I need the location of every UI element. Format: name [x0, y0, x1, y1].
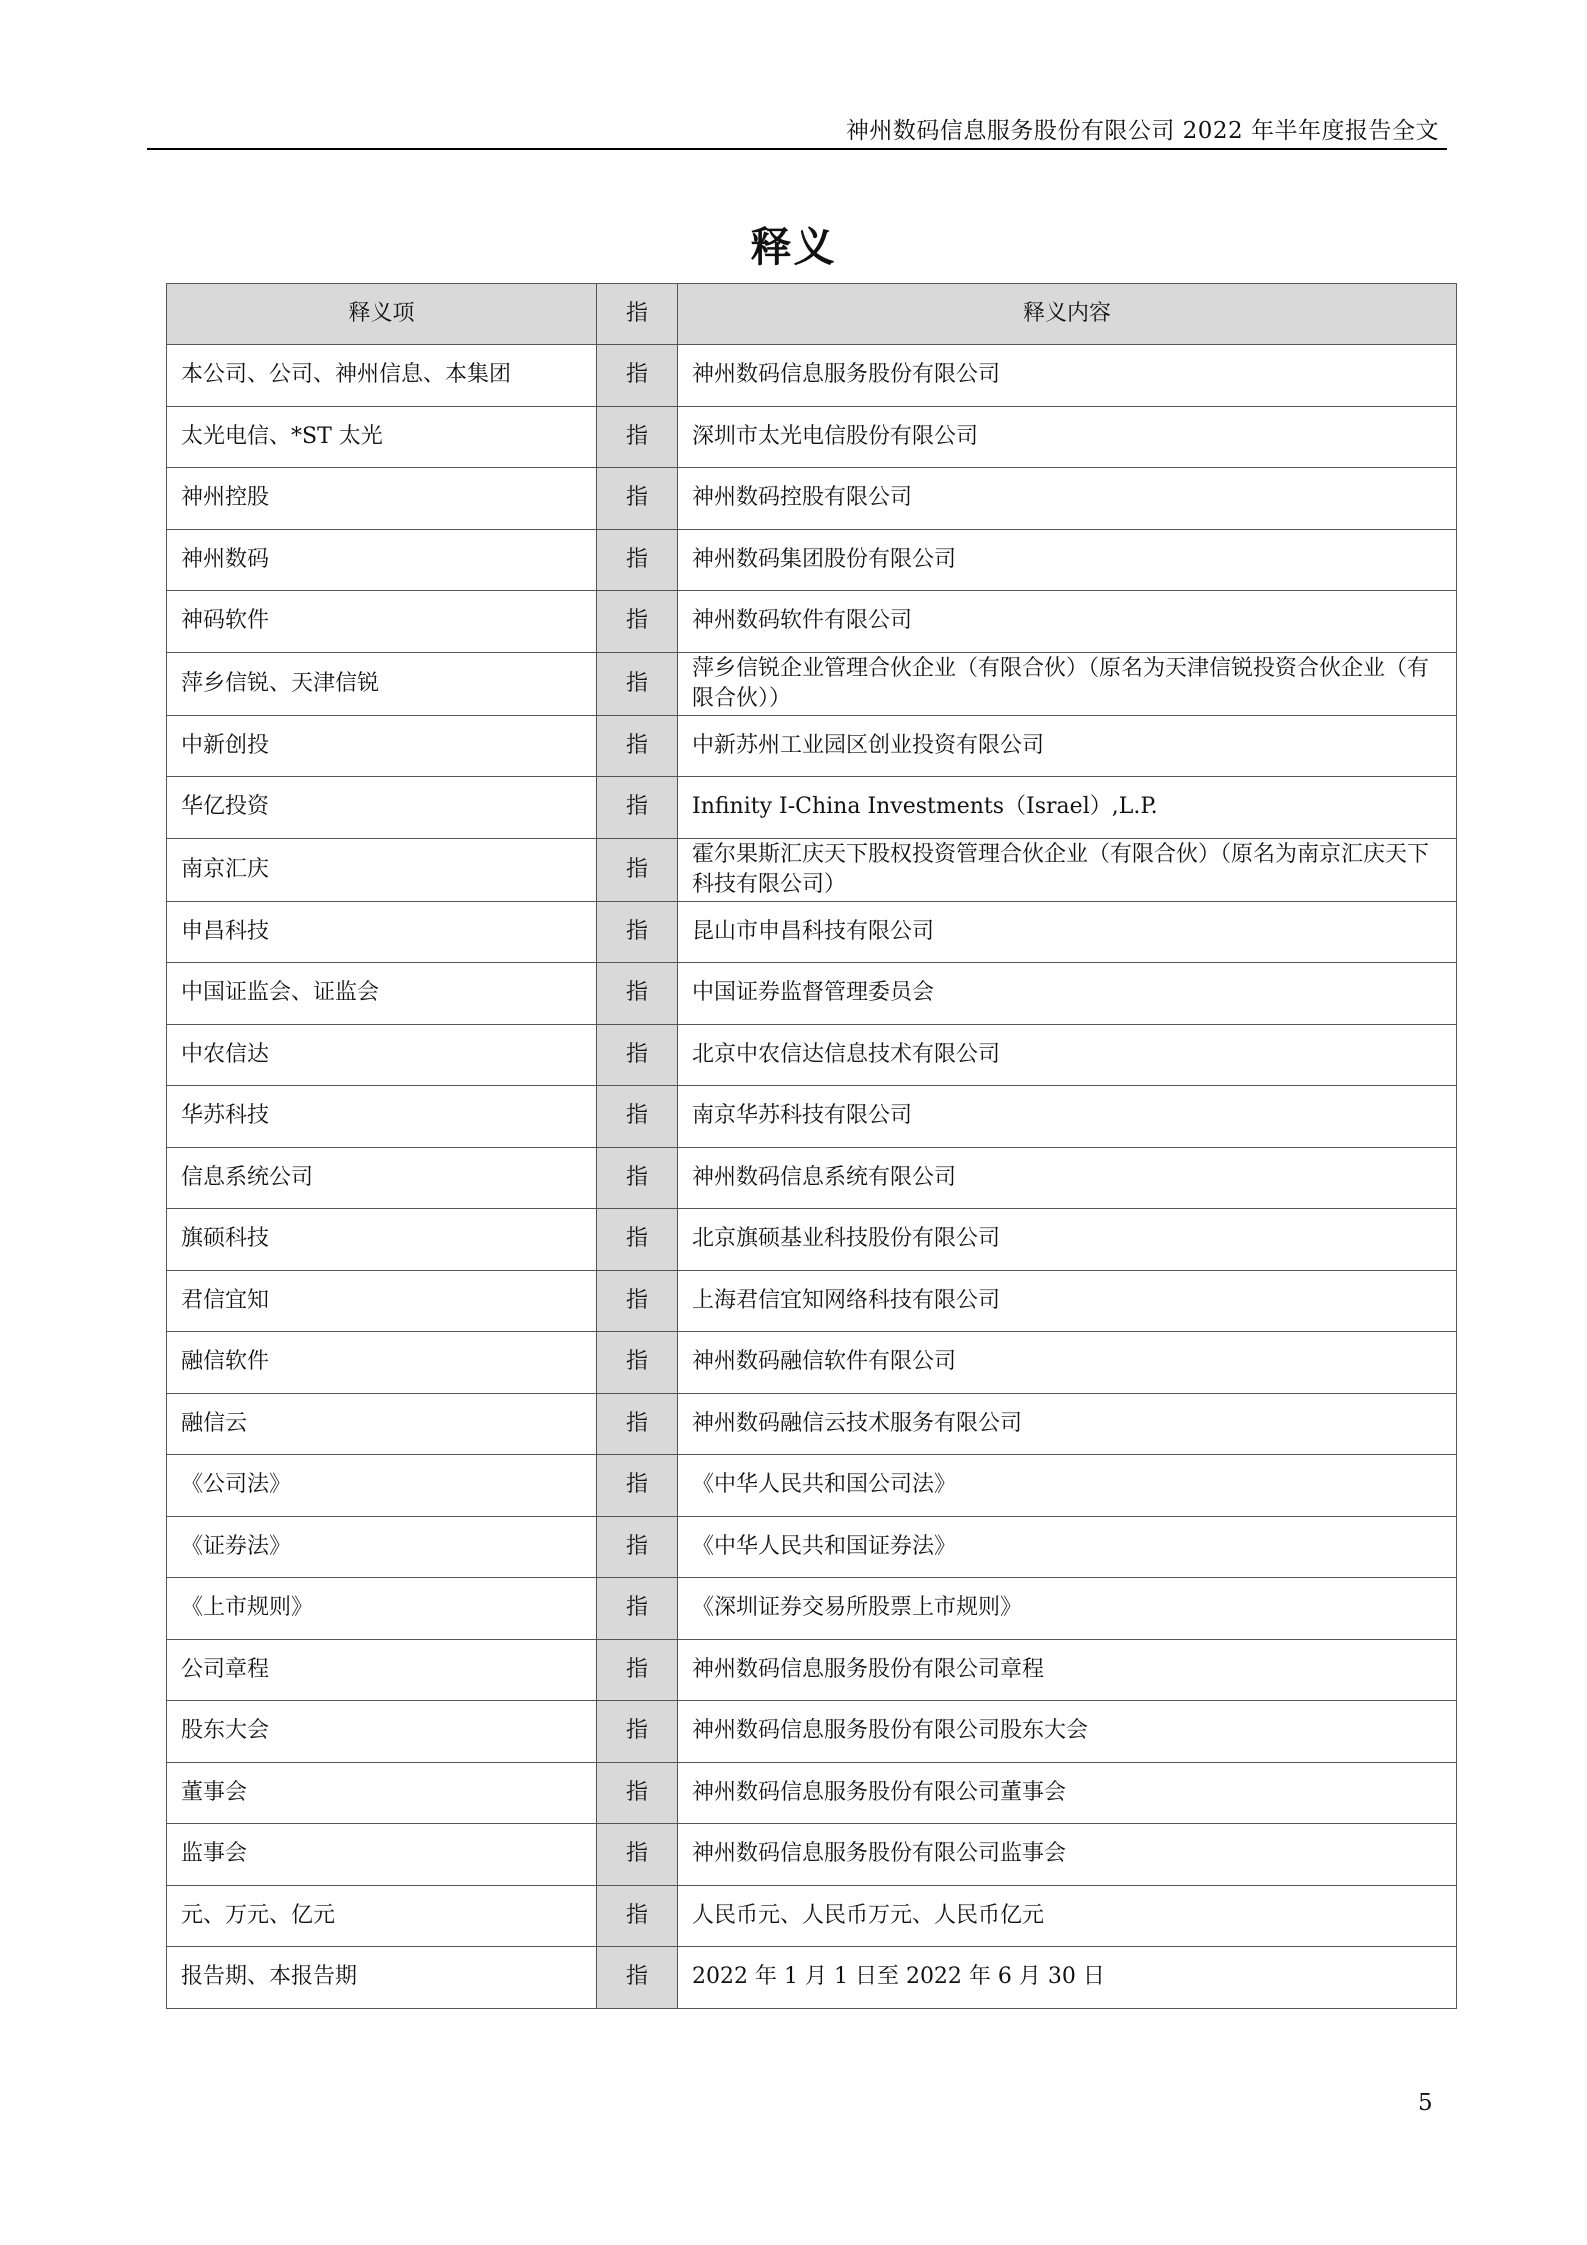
definition-cell: 北京中农信达信息技术有限公司 — [678, 1024, 1457, 1086]
term-cell: 公司章程 — [167, 1639, 597, 1701]
page-number: 5 — [1418, 2090, 1433, 2116]
term-cell: 元、万元、亿元 — [167, 1885, 597, 1947]
table-row — [167, 591, 1457, 653]
ref-cell: 指 — [597, 1393, 678, 1455]
ref-cell: 指 — [597, 1209, 678, 1271]
term-cell: 南京汇庆 — [167, 838, 597, 901]
term-cell: 华苏科技 — [167, 1086, 597, 1148]
definition-cell: 2022 年 1 月 1 日至 2022 年 6 月 30 日 — [678, 1947, 1457, 2009]
table-row — [167, 1885, 1457, 1947]
table-row — [167, 1270, 1457, 1332]
ref-cell: 指 — [597, 1455, 678, 1517]
definition-cell: 萍乡信锐企业管理合伙企业（有限合伙）（原名为天津信锐投资合伙企业（有限合伙）） — [678, 652, 1457, 715]
ref-cell: 指 — [597, 652, 678, 715]
ref-cell: 指 — [597, 715, 678, 777]
ref-cell: 指 — [597, 1332, 678, 1394]
table-row — [167, 1147, 1457, 1209]
ref-cell: 指 — [597, 468, 678, 530]
definition-cell: 深圳市太光电信股份有限公司 — [678, 406, 1457, 468]
ref-cell: 指 — [597, 1639, 678, 1701]
definition-cell: 中新苏州工业园区创业投资有限公司 — [678, 715, 1457, 777]
table-row — [167, 1824, 1457, 1886]
term-cell: 华亿投资 — [167, 777, 597, 839]
ref-cell: 指 — [597, 406, 678, 468]
ref-cell: 指 — [597, 1024, 678, 1086]
ref-cell: 指 — [597, 1147, 678, 1209]
table-header-row — [167, 284, 1457, 345]
definition-cell: 中国证券监督管理委员会 — [678, 963, 1457, 1025]
definition-cell: 神州数码信息服务股份有限公司章程 — [678, 1639, 1457, 1701]
table-row — [167, 1762, 1457, 1824]
term-cell: 中农信达 — [167, 1024, 597, 1086]
ref-cell: 指 — [597, 1701, 678, 1763]
table-row — [167, 1947, 1457, 2009]
table-row — [167, 652, 1457, 715]
term-cell: 本公司、公司、神州信息、本集团 — [167, 345, 597, 407]
table-row — [167, 838, 1457, 901]
definition-cell: 神州数码信息服务股份有限公司董事会 — [678, 1762, 1457, 1824]
header-text: 神州数码信息服务股份有限公司 2022 年半年度报告全文 — [845, 118, 1439, 144]
table-row — [167, 1516, 1457, 1578]
column-header-ref: 指 — [597, 284, 678, 345]
term-cell: 报告期、本报告期 — [167, 1947, 597, 2009]
definition-cell: 《深圳证券交易所股票上市规则》 — [678, 1578, 1457, 1640]
table-row — [167, 468, 1457, 530]
definition-cell: 神州数码融信软件有限公司 — [678, 1332, 1457, 1394]
ref-cell: 指 — [597, 777, 678, 839]
ref-cell: 指 — [597, 1885, 678, 1947]
term-cell: 中新创投 — [167, 715, 597, 777]
term-cell: 监事会 — [167, 1824, 597, 1886]
definition-cell: 神州数码融信云技术服务有限公司 — [678, 1393, 1457, 1455]
table-row — [167, 777, 1457, 839]
term-cell: 融信软件 — [167, 1332, 597, 1394]
term-cell: 《上市规则》 — [167, 1578, 597, 1640]
definition-cell: 神州数码信息服务股份有限公司 — [678, 345, 1457, 407]
definition-cell: 南京华苏科技有限公司 — [678, 1086, 1457, 1148]
term-cell: 股东大会 — [167, 1701, 597, 1763]
definition-cell: 神州数码信息服务股份有限公司监事会 — [678, 1824, 1457, 1886]
table-row — [167, 1639, 1457, 1701]
table-row — [167, 963, 1457, 1025]
definition-cell: Infinity I-China Investments（Israel）,L.P. — [678, 777, 1457, 839]
definition-cell: 北京旗硕基业科技股份有限公司 — [678, 1209, 1457, 1271]
table-row — [167, 345, 1457, 407]
ref-cell: 指 — [597, 1947, 678, 2009]
page-header — [147, 108, 1447, 150]
definition-cell: 人民币元、人民币万元、人民币亿元 — [678, 1885, 1457, 1947]
table-row — [167, 1209, 1457, 1271]
ref-cell: 指 — [597, 1824, 678, 1886]
term-cell: 《证券法》 — [167, 1516, 597, 1578]
term-cell: 太光电信、*ST 太光 — [167, 406, 597, 468]
definition-cell: 昆山市申昌科技有限公司 — [678, 901, 1457, 963]
ref-cell: 指 — [597, 1270, 678, 1332]
ref-cell: 指 — [597, 901, 678, 963]
term-cell: 旗硕科技 — [167, 1209, 597, 1271]
table-row — [167, 1455, 1457, 1517]
definition-cell: 《中华人民共和国公司法》 — [678, 1455, 1457, 1517]
term-cell: 中国证监会、证监会 — [167, 963, 597, 1025]
term-cell: 君信宜知 — [167, 1270, 597, 1332]
column-header-definition: 释义内容 — [678, 284, 1457, 345]
ref-cell: 指 — [597, 529, 678, 591]
table-row — [167, 529, 1457, 591]
ref-cell: 指 — [597, 838, 678, 901]
definition-cell: 神州数码信息服务股份有限公司股东大会 — [678, 1701, 1457, 1763]
definition-cell: 上海君信宜知网络科技有限公司 — [678, 1270, 1457, 1332]
table-row — [167, 715, 1457, 777]
definition-cell: 神州数码控股有限公司 — [678, 468, 1457, 530]
definition-cell: 《中华人民共和国证券法》 — [678, 1516, 1457, 1578]
table-row — [167, 1701, 1457, 1763]
column-header-term: 释义项 — [167, 284, 597, 345]
ref-cell: 指 — [597, 1086, 678, 1148]
term-cell: 申昌科技 — [167, 901, 597, 963]
table-row — [167, 1024, 1457, 1086]
term-cell: 神码软件 — [167, 591, 597, 653]
term-cell: 董事会 — [167, 1762, 597, 1824]
page-title: 释义 — [750, 223, 837, 271]
definition-cell: 神州数码集团股份有限公司 — [678, 529, 1457, 591]
term-cell: 《公司法》 — [167, 1455, 597, 1517]
table-row — [167, 1332, 1457, 1394]
ref-cell: 指 — [597, 963, 678, 1025]
ref-cell: 指 — [597, 1516, 678, 1578]
table-row — [167, 901, 1457, 963]
definition-cell: 神州数码信息系统有限公司 — [678, 1147, 1457, 1209]
table-row — [167, 1086, 1457, 1148]
ref-cell: 指 — [597, 591, 678, 653]
table-row — [167, 1393, 1457, 1455]
term-cell: 神州数码 — [167, 529, 597, 591]
table-row — [167, 1578, 1457, 1640]
table-row — [167, 406, 1457, 468]
term-cell: 信息系统公司 — [167, 1147, 597, 1209]
term-cell: 融信云 — [167, 1393, 597, 1455]
definition-cell: 神州数码软件有限公司 — [678, 591, 1457, 653]
ref-cell: 指 — [597, 345, 678, 407]
definitions-table — [166, 283, 1457, 2009]
term-cell: 萍乡信锐、天津信锐 — [167, 652, 597, 715]
definition-cell: 霍尔果斯汇庆天下股权投资管理合伙企业（有限合伙）（原名为南京汇庆天下科技有限公司） — [678, 838, 1457, 901]
ref-cell: 指 — [597, 1578, 678, 1640]
term-cell: 神州控股 — [167, 468, 597, 530]
ref-cell: 指 — [597, 1762, 678, 1824]
